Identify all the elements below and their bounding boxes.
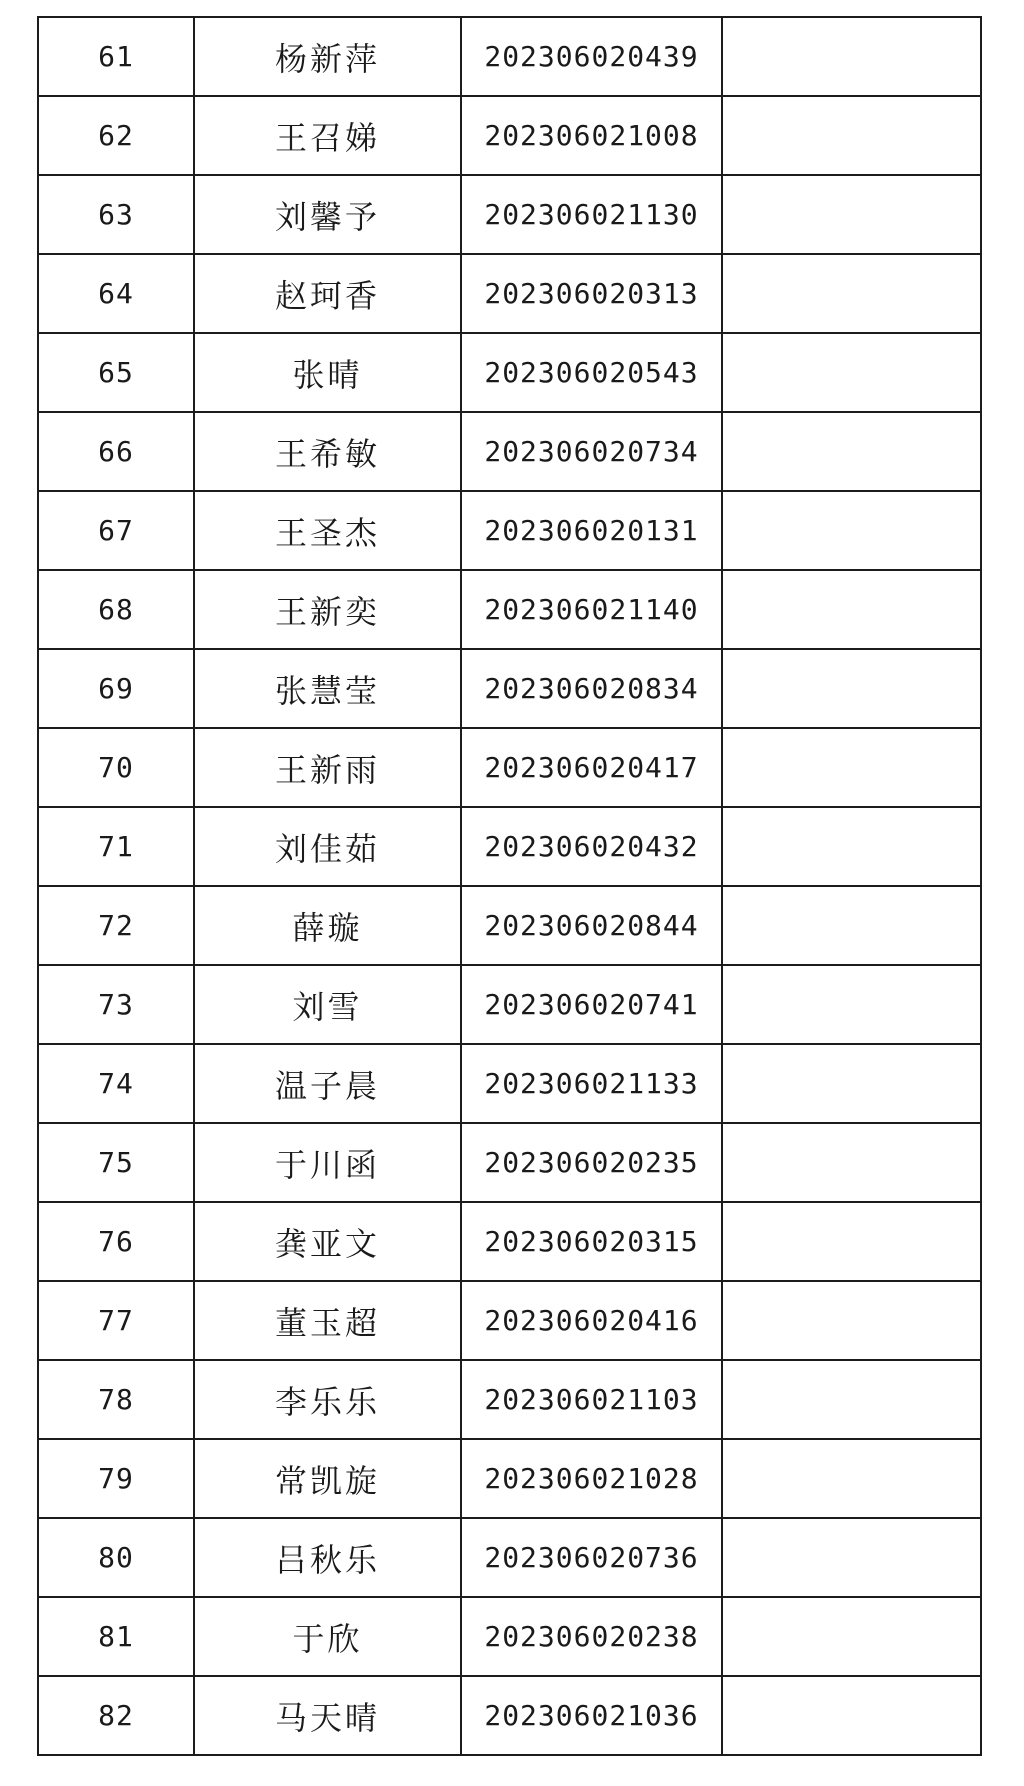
student-name-cell: 于欣: [194, 1597, 461, 1676]
student-name-cell: 龚亚文: [194, 1202, 461, 1281]
student-name-cell: 王希敏: [194, 412, 461, 491]
student-id-cell: 202306020844: [461, 886, 722, 965]
student-name-cell: 王召娣: [194, 96, 461, 175]
table-row: [38, 1518, 981, 1597]
student-name-cell: 薛璇: [194, 886, 461, 965]
student-name-cell: 刘馨予: [194, 175, 461, 254]
table-row: [38, 17, 981, 96]
table-row: [38, 1360, 981, 1439]
remarks-cell: [722, 1281, 981, 1360]
table-row: [38, 96, 981, 175]
row-number-cell: 82: [38, 1676, 194, 1755]
row-number-cell: 70: [38, 728, 194, 807]
row-number-cell: 77: [38, 1281, 194, 1360]
row-number-cell: 73: [38, 965, 194, 1044]
student-id-cell: 202306020313: [461, 254, 722, 333]
student-name-cell: 马天晴: [194, 1676, 461, 1755]
student-name-cell: 张晴: [194, 333, 461, 412]
remarks-cell: [722, 1518, 981, 1597]
table-row: [38, 965, 981, 1044]
table-row: [38, 886, 981, 965]
row-number-cell: 61: [38, 17, 194, 96]
table-row: [38, 1439, 981, 1518]
student-name-cell: 刘雪: [194, 965, 461, 1044]
table-row: [38, 1044, 981, 1123]
remarks-cell: [722, 1439, 981, 1518]
remarks-cell: [722, 1597, 981, 1676]
student-id-cell: 202306021036: [461, 1676, 722, 1755]
remarks-cell: [722, 1676, 981, 1755]
student-id-cell: 202306020417: [461, 728, 722, 807]
row-number-cell: 69: [38, 649, 194, 728]
student-name-cell: 赵珂香: [194, 254, 461, 333]
student-id-cell: 202306020416: [461, 1281, 722, 1360]
row-number-cell: 68: [38, 570, 194, 649]
student-id-cell: 202306020238: [461, 1597, 722, 1676]
table-row: [38, 1202, 981, 1281]
student-name-cell: 常凯旋: [194, 1439, 461, 1518]
remarks-cell: [722, 254, 981, 333]
remarks-cell: [722, 333, 981, 412]
student-id-cell: 202306021008: [461, 96, 722, 175]
student-id-cell: 202306020131: [461, 491, 722, 570]
table-row: [38, 254, 981, 333]
student-id-cell: 202306020439: [461, 17, 722, 96]
row-number-cell: 80: [38, 1518, 194, 1597]
row-number-cell: 79: [38, 1439, 194, 1518]
student-id-cell: 202306020315: [461, 1202, 722, 1281]
remarks-cell: [722, 570, 981, 649]
row-number-cell: 66: [38, 412, 194, 491]
row-number-cell: 67: [38, 491, 194, 570]
student-id-cell: 202306021140: [461, 570, 722, 649]
remarks-cell: [722, 96, 981, 175]
roster-table-body: [38, 17, 981, 1755]
roster-sheet: [37, 16, 980, 1776]
table-row: [38, 1676, 981, 1755]
student-name-cell: 李乐乐: [194, 1360, 461, 1439]
remarks-cell: [722, 1123, 981, 1202]
table-row: [38, 1597, 981, 1676]
student-name-cell: 吕秋乐: [194, 1518, 461, 1597]
remarks-cell: [722, 1202, 981, 1281]
remarks-cell: [722, 886, 981, 965]
table-row: [38, 728, 981, 807]
student-name-cell: 董玉超: [194, 1281, 461, 1360]
row-number-cell: 71: [38, 807, 194, 886]
remarks-cell: [722, 649, 981, 728]
student-name-cell: 张慧莹: [194, 649, 461, 728]
row-number-cell: 72: [38, 886, 194, 965]
student-name-cell: 王新奕: [194, 570, 461, 649]
remarks-cell: [722, 728, 981, 807]
student-id-cell: 202306020741: [461, 965, 722, 1044]
row-number-cell: 81: [38, 1597, 194, 1676]
remarks-cell: [722, 807, 981, 886]
remarks-cell: [722, 412, 981, 491]
table-row: [38, 412, 981, 491]
student-id-cell: 202306021103: [461, 1360, 722, 1439]
remarks-cell: [722, 491, 981, 570]
student-id-cell: 202306021028: [461, 1439, 722, 1518]
student-name-cell: 王新雨: [194, 728, 461, 807]
student-id-cell: 202306020736: [461, 1518, 722, 1597]
table-row: [38, 570, 981, 649]
table-row: [38, 1123, 981, 1202]
student-id-cell: 202306020543: [461, 333, 722, 412]
table-row: [38, 175, 981, 254]
row-number-cell: 75: [38, 1123, 194, 1202]
table-row: [38, 807, 981, 886]
remarks-cell: [722, 175, 981, 254]
student-id-cell: 202306020734: [461, 412, 722, 491]
roster-table: [37, 16, 982, 1756]
table-row: [38, 649, 981, 728]
student-id-cell: 202306021130: [461, 175, 722, 254]
row-number-cell: 63: [38, 175, 194, 254]
remarks-cell: [722, 965, 981, 1044]
table-row: [38, 1281, 981, 1360]
row-number-cell: 64: [38, 254, 194, 333]
row-number-cell: 62: [38, 96, 194, 175]
row-number-cell: 76: [38, 1202, 194, 1281]
student-name-cell: 王圣杰: [194, 491, 461, 570]
remarks-cell: [722, 17, 981, 96]
table-row: [38, 333, 981, 412]
student-name-cell: 于川函: [194, 1123, 461, 1202]
student-name-cell: 温子晨: [194, 1044, 461, 1123]
student-name-cell: 刘佳茹: [194, 807, 461, 886]
student-id-cell: 202306020432: [461, 807, 722, 886]
row-number-cell: 74: [38, 1044, 194, 1123]
student-name-cell: 杨新萍: [194, 17, 461, 96]
row-number-cell: 78: [38, 1360, 194, 1439]
table-row: [38, 491, 981, 570]
student-id-cell: 202306021133: [461, 1044, 722, 1123]
student-id-cell: 202306020235: [461, 1123, 722, 1202]
row-number-cell: 65: [38, 333, 194, 412]
remarks-cell: [722, 1044, 981, 1123]
remarks-cell: [722, 1360, 981, 1439]
student-id-cell: 202306020834: [461, 649, 722, 728]
